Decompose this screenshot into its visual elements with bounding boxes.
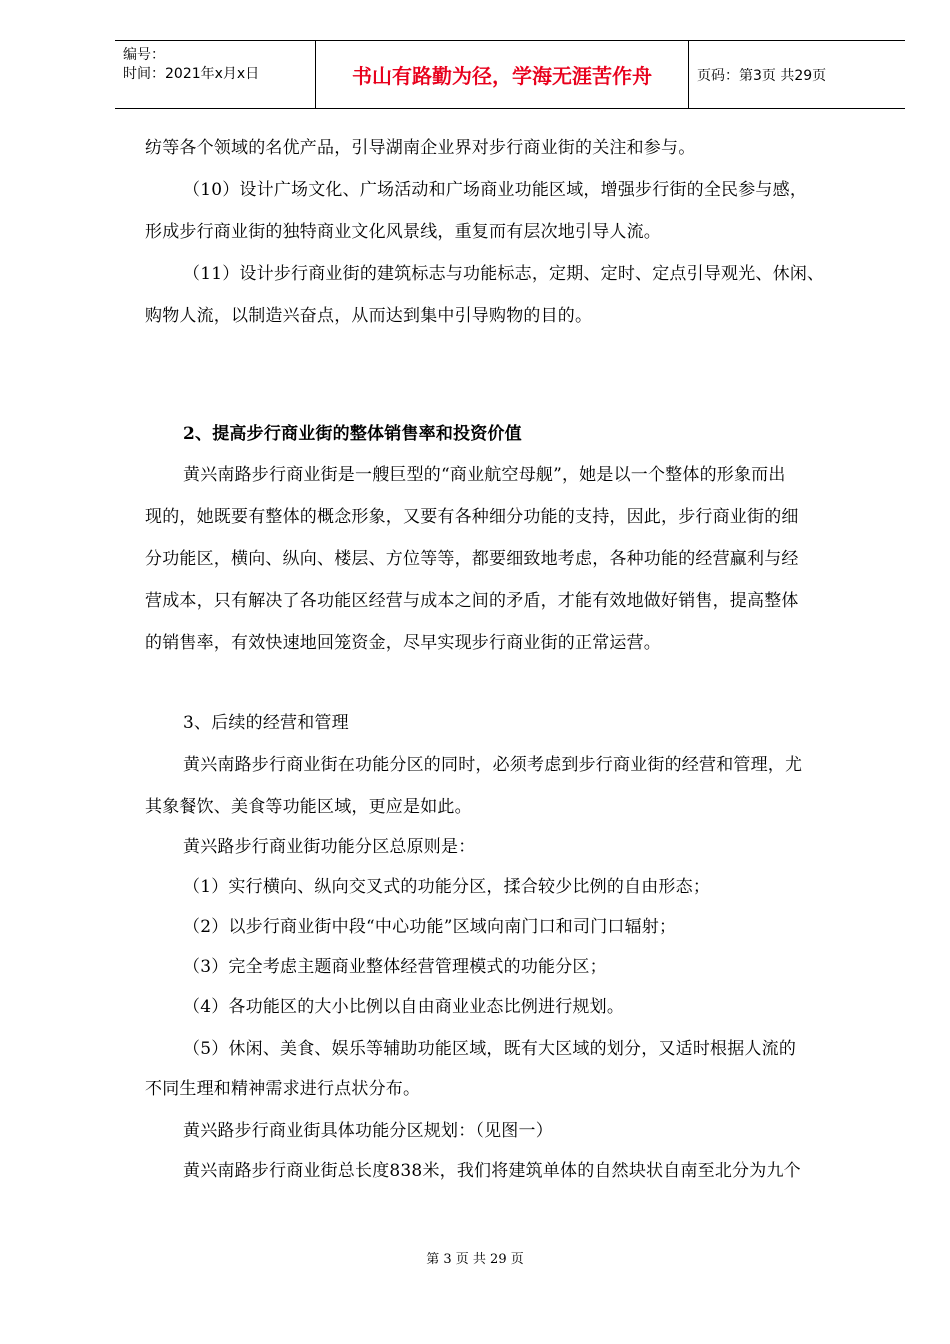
list-item: （2）以步行商业街中段“中心功能”区域向南门口和司门口辐射； xyxy=(183,917,677,937)
list-item: （3）完全考虑主题商业整体经营管理模式的功能分区； xyxy=(183,957,607,977)
list-item: （5）休闲、美食、娱乐等辅助功能区域，既有大区域的划分，又适时根据人流的 xyxy=(183,1039,797,1059)
paragraph-line: 黄兴南路步行商业街总长度838米，我们将建筑单体的自然块状自南至北分为九个 xyxy=(183,1161,801,1181)
paragraph-line: 购物人流，以制造兴奋点，从而达到集中引导购物的目的。 xyxy=(145,306,593,326)
list-item: （4）各功能区的大小比例以自由商业业态比例进行规划。 xyxy=(183,997,625,1017)
paragraph-line: （11）设计步行商业街的建筑标志与功能标志，定期、定时、定点引导观光、休闲、 xyxy=(183,264,825,284)
paragraph-line: 的销售率，有效快速地回笼资金，尽早实现步行商业街的正常运营。 xyxy=(145,633,661,653)
paragraph-line: 黄兴路步行商业街具体功能分区规划：（见图一） xyxy=(183,1121,553,1141)
paragraph-line: 黄兴路步行商业街功能分区总原则是： xyxy=(183,837,476,857)
paragraph-line: 形成步行商业街的独特商业文化风景线，重复而有层次地引导人流。 xyxy=(145,222,661,242)
header-page-info: 页码：第3页 共29页 xyxy=(697,67,827,84)
paragraph-line: 营成本，只有解决了各功能区经营与成本之间的矛盾，才能有效地做好销售，提高整体 xyxy=(145,591,799,611)
section-heading: 3、后续的经营和管理 xyxy=(183,713,349,733)
header-motto: 书山有路勤为径，学海无涯苦作舟 xyxy=(316,41,689,108)
paragraph-line: 纺等各个领域的名优产品，引导湖南企业界对步行商业街的关注和参与。 xyxy=(145,138,696,158)
header-meta-cell xyxy=(115,41,316,108)
document-time: 时间：2021年x月x日 xyxy=(123,66,260,82)
paragraph-line: 黄兴南路步行商业街在功能分区的同时，必须考虑到步行商业街的经营和管理，尤 xyxy=(183,755,803,775)
paragraph-line: 不同生理和精神需求进行点状分布。 xyxy=(145,1079,421,1099)
list-item: （1）实行横向、纵向交叉式的功能分区，揉合较少比例的自由形态； xyxy=(183,877,711,897)
paragraph-line: （10）设计广场文化、广场活动和广场商业功能区域，增强步行街的全民参与感， xyxy=(183,180,808,200)
document-number: 编号： xyxy=(123,47,165,63)
section-heading: 2、提高步行商业街的整体销售率和投资价值 xyxy=(183,424,522,444)
paragraph-line: 现的，她既要有整体的概念形象，又要有各种细分功能的支持，因此，步行商业街的细 xyxy=(145,507,799,527)
paragraph-line: 黄兴南路步行商业街是一艘巨型的“商业航空母舰”，她是以一个整体的形象而出 xyxy=(183,465,786,485)
document-header xyxy=(115,40,905,109)
paragraph-line: 其象餐饮、美食等功能区域，更应是如此。 xyxy=(145,797,472,817)
paragraph-line: 分功能区，横向、纵向、楼层、方位等等，都要细致地考虑，各种功能的经营赢利与经 xyxy=(145,549,799,569)
page-footer: 第 3 页 共 29 页 xyxy=(426,1252,524,1267)
